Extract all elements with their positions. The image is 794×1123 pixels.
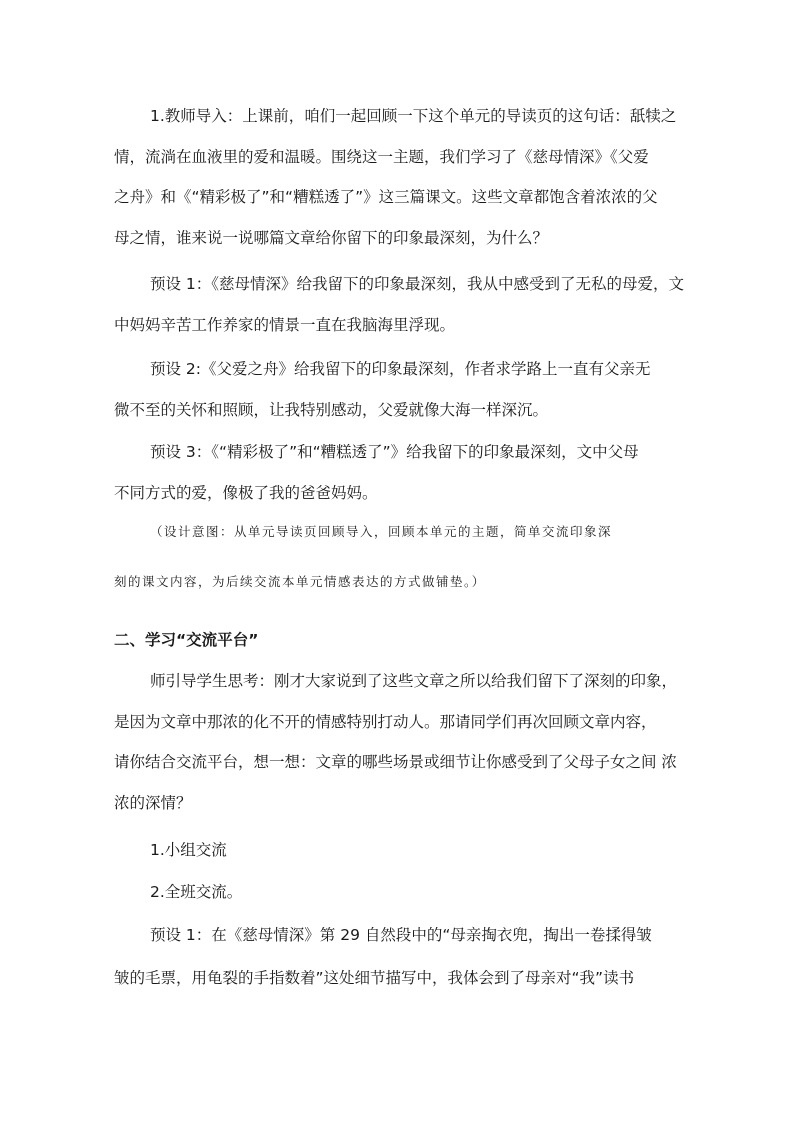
paragraph-line: 皱的毛票，用龟裂的手指数着”这处细节描写中，我体会到了母亲对“我”读书 xyxy=(114,969,635,987)
paragraph-line: 师引导学生思考：刚才大家说到了这些文章之所以给我们留下了深刻的印象， xyxy=(150,672,678,690)
paragraph-line: 预设 1：《慈母情深》给我留下的印象最深刻，我从中感受到了无私的母爱，文 xyxy=(150,275,685,293)
paragraph-line: 是因为文章中那浓的化不开的情感特别打动人。那请同学们再次回顾文章内容， xyxy=(114,713,657,731)
paragraph-line: 浓的深情？ xyxy=(114,794,192,812)
paragraph-line: 情，流淌在血液里的爱和温暖。围绕这一主题，我们学习了《慈母情深》《父爱 xyxy=(114,148,649,166)
paragraph-line: 请你结合交流平台，想一想：文章的哪些场景或细节让你感受到了父母子女之间 浓 xyxy=(114,753,677,771)
section-heading: 二、学习“交流平台” xyxy=(114,631,259,649)
paragraph-line: 中妈妈辛苦工作养家的情景一直在我脑海里浮现。 xyxy=(114,316,456,334)
paragraph-line: 1.教师导入：上课前，咱们一起回顾一下这个单元的导读页的这句话：舐犊之 xyxy=(150,107,677,125)
paragraph-line: 不同方式的爱，像极了我的爸爸妈妈。 xyxy=(114,484,378,502)
paragraph-line: 预设 2:《父爱之舟》给我留下的印象最深刻，作者求学路上一直有父亲无 xyxy=(150,360,651,378)
design-intent-note: 刻的课文内容，为后续交流本单元情感表达的方式做铺垫。） xyxy=(114,574,486,589)
paragraph-line: 微不至的关怀和照顾，让我特别感动，父爱就像大海一样深沉。 xyxy=(114,401,549,419)
paragraph-line: 之舟》和《“精彩极了”和“糟糕透了”》这三篇课文。这些文章都饱含着浓浓的父 xyxy=(114,188,658,206)
paragraph-line: 预设 1：在《慈母情深》第 29 自然段中的“母亲掏衣兜，掏出一卷揉得皱 xyxy=(150,926,652,944)
design-intent-note: （设计意图：从单元导读页回顾导入，回顾本单元的主题，简单交流印象深 xyxy=(150,524,613,539)
paragraph-line: 母之情，谁来说一说哪篇文章给你留下的印象最深刻，为什么？ xyxy=(114,229,549,247)
list-item: 2.全班交流。 xyxy=(150,883,243,901)
list-item: 1.小组交流 xyxy=(150,841,227,859)
paragraph-line: 预设 3：《“精彩极了”和“糟糕透了”》给我留下的印象最深刻，文中父母 xyxy=(150,443,639,461)
